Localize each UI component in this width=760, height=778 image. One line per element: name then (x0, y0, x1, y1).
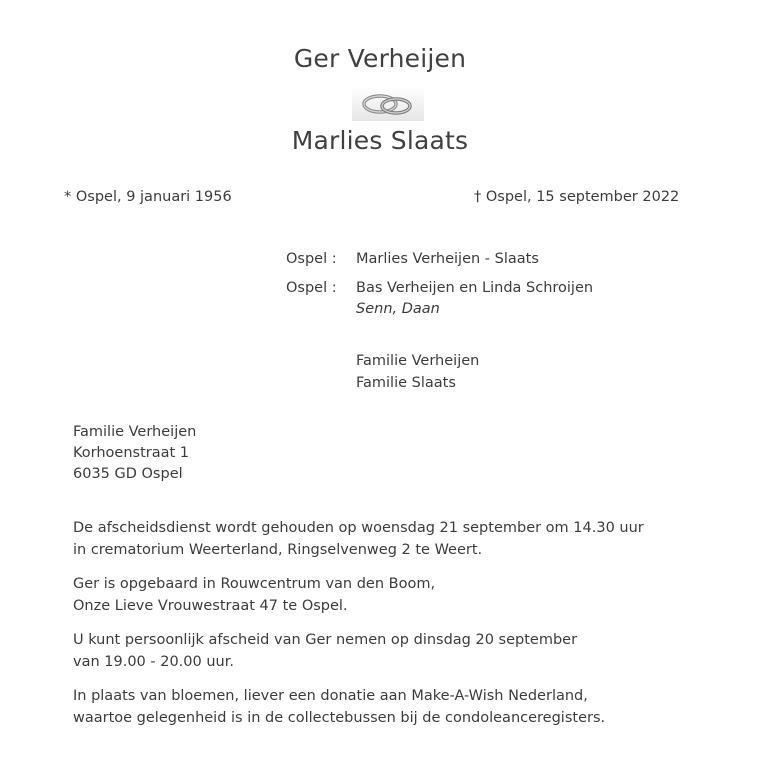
relative-place: Ospel : (286, 251, 337, 267)
deceased-name: Ger Verheijen (293, 44, 467, 73)
address-line: 6035 GD Ospel (73, 466, 183, 482)
address-line: Familie Verheijen (73, 424, 197, 440)
family-line: Familie Verheijen (356, 353, 480, 369)
paragraph-line: van 19.00 - 20.00 uur. (73, 653, 234, 670)
paragraph-line: in crematorium Weerterland, Ringselvenweg 2 te Weert. (73, 541, 483, 558)
farewell-paragraph (73, 630, 577, 673)
paragraph-line: U kunt persoonlijk afscheid van Ger nemen op dinsdag 20 september (73, 632, 578, 648)
viewing-paragraph (73, 574, 435, 617)
wedding-rings-icon (352, 87, 424, 121)
donation-paragraph (73, 686, 605, 729)
relative-place: Ospel : (286, 280, 337, 296)
paragraph-line: De afscheidsdienst wordt gehouden op woensdag 21 september om 14.30 uur (73, 520, 644, 536)
relative-names: Marlies Verheijen - Slaats (356, 251, 539, 267)
family-line: Familie Slaats (356, 375, 456, 391)
paragraph-line: waartoe gelegenheid is in de collectebussen bij de condoleanceregisters. (73, 709, 606, 726)
service-paragraph (73, 518, 644, 561)
address-line: Korhoenstraat 1 (73, 445, 190, 461)
birth-date: * Ospel, 9 januari 1956 (64, 189, 232, 205)
paragraph-line: Onze Lieve Vrouwestraat 47 te Ospel. (73, 597, 348, 614)
death-date: † Ospel, 15 september 2022 (474, 189, 680, 205)
paragraph-line: In plaats van bloemen, liever een donatie aan Make-A-Wish Nederland, (73, 688, 588, 704)
relative-names: Bas Verheijen en Linda Schroijen (356, 280, 594, 296)
relative-children: Senn, Daan (356, 301, 440, 317)
paragraph-line: Ger is opgebaard in Rouwcentrum van den Boom, (73, 576, 436, 592)
partner-name: Marlies Slaats (291, 126, 469, 155)
